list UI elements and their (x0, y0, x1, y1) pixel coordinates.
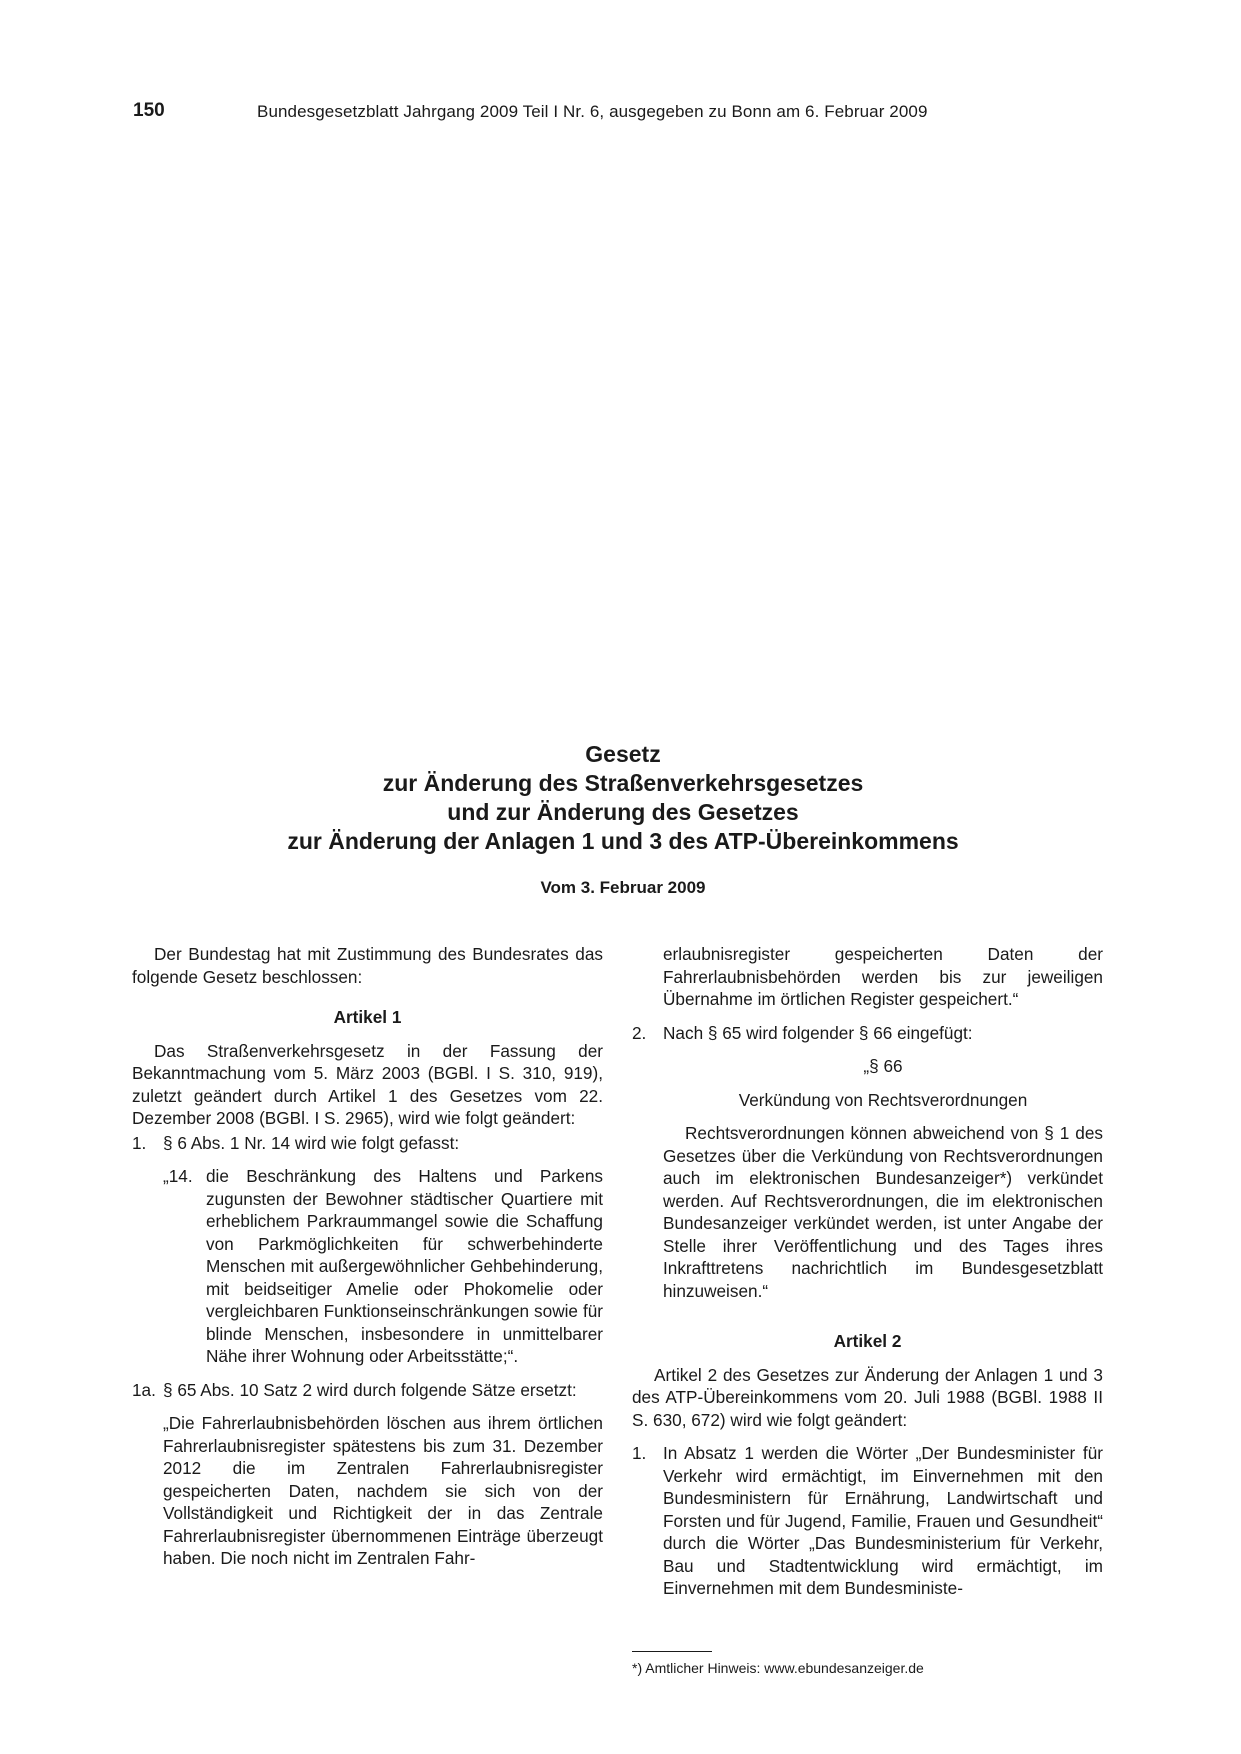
section-label: „§ 66 (863, 1056, 903, 1076)
item-number: „14. (163, 1166, 193, 1186)
article-1-intro: Das Straßenverkehrsgesetz in der Fassung der Bekanntmachung vom 5. März 2003 (BGBl. I S. 310, 919), zuletzt geändert durch Artikel 1 des Gesetzes vom 22. Dezember 2008 (BGBl. I S. 2965), wird wie folgt geändert: (132, 1040, 603, 1128)
law-date: Vom 3. Februar 2009 (540, 878, 706, 897)
gazette-header-text: Bundesgesetzblatt Jahrgang 2009 Teil I Nr. 6, ausgegeben zu Bonn am 6. Februar 2009 (257, 102, 928, 121)
law-title (133, 740, 1113, 898)
amendment-item-2 (632, 1022, 1103, 1045)
title-line: Gesetz (585, 741, 661, 767)
enactment-clause: Der Bundestag hat mit Zustimmung des Bundesrates das folgende Gesetz beschlossen: (132, 944, 603, 987)
title-line: zur Änderung des Straßenverkehrsgesetzes (382, 770, 864, 796)
item-text: die Beschränkung des Haltens und Parkens zugunsten der Bewohner städtischer Quartiere mit erheblichem Parkraummangel sowie die Schaffung von Parkmöglichkeiten für schwerbehinderte Menschen mit außergewöhnlicher Gehbehinderung, mit beidseitiger Amelie oder Phokomelie oder vergleichbaren Funktionseinschränkungen sowie für blinde Menschen, insbesondere in unmittelbarer Nähe ihrer Wohnung oder Arbeitsstätte;“. (206, 1166, 603, 1366)
article-2-item-1 (632, 1442, 1103, 1600)
left-column (132, 943, 603, 1570)
item-text: § 6 Abs. 1 Nr. 14 wird wie folgt gefasst: (163, 1132, 460, 1153)
amendment-item-1a (132, 1379, 603, 1402)
section-title: Verkündung von Rechtsverordnungen (738, 1089, 1028, 1110)
quoted-text: erlaubnisregister gespeicherten Daten der Fahrerlaubnisbehörden werden bis zur jeweiligen Übernahme im örtlichen Register gespeichert.“ (663, 944, 1103, 1009)
quoted-text: „Die Fahrerlaubnisbehörden löschen aus ihrem örtlichen Fahrerlaubnisregister spätestens bis zum 31. Dezember 2012 die im Zentralen Fahrerlaubnisregister gespeicherten Daten, nachdem sie sich von der Vollständigkeit und Richtigkeit der in das Zentrale Fahrerlaubnisregister übernommenen Einträge überzeugt haben. Die noch nicht im Zentralen Fahr- (163, 1413, 603, 1568)
footnote-divider (632, 1651, 712, 1652)
item-text: Nach § 65 wird folgender § 66 eingefügt: (663, 1022, 973, 1043)
article-2-intro: Artikel 2 des Gesetzes zur Änderung der Anlagen 1 und 3 des ATP-Übereinkommens vom 20. Juli 1988 (BGBl. 1988 II S. 630, 672) wird wie folgt geändert: (632, 1364, 1103, 1430)
right-column (632, 943, 1103, 1600)
item-text: § 65 Abs. 10 Satz 2 wird durch folgende Sätze ersetzt: (163, 1379, 577, 1400)
article-1-heading: Artikel 1 (333, 1007, 402, 1027)
footnote: *) Amtlicher Hinweis: www.ebundesanzeiger.de (632, 1660, 924, 1676)
new-section-66 (632, 1055, 1103, 1302)
page-number: 150 (133, 100, 165, 121)
quoted-provision-14 (132, 1165, 603, 1368)
item-text: In Absatz 1 werden die Wörter „Der Bundesminister für Verkehr wird ermächtigt, im Einvernehmen mit den Bundesministern für Ernährung, Landwirtschaft und Forsten und für Jugend, Familie, Frauen und Gesundheit“ durch die Wörter „Das Bundesministerium für Verkehr, Bau und Stadtentwicklung wird ermächtigt, im Einvernehmen mit dem Bundesministe- (663, 1443, 1103, 1598)
section-text: Rechtsverordnungen können abweichend von § 1 des Gesetzes über die Verkündung von Rechtsverordnungen auch im elektronischen Bundesanzeiger*) verkündet werden. Auf Rechtsverordnungen, die im elektronischen Bundesanzeiger verkündet werden, ist unter Angabe der Stelle ihrer Veröffentlichung und des Tages ihres Inkrafttretens nachrichtlich im Bundesgesetzblatt hinzuweisen.“ (663, 1123, 1103, 1301)
item-number: 1. (632, 1443, 647, 1463)
page-header (133, 100, 1113, 130)
quoted-replacement-text (132, 1412, 603, 1570)
item-number: 2. (632, 1022, 647, 1043)
item-number: 1. (132, 1132, 147, 1153)
amendment-item-1 (132, 1132, 603, 1155)
title-line: und zur Änderung des Gesetzes (447, 799, 799, 825)
article-2-heading: Artikel 2 (833, 1331, 902, 1351)
title-line: zur Änderung der Anlagen 1 und 3 des ATP-Übereinkommens (287, 828, 959, 854)
quoted-replacement-continuation (632, 943, 1103, 1011)
item-number: 1a. (132, 1379, 156, 1400)
